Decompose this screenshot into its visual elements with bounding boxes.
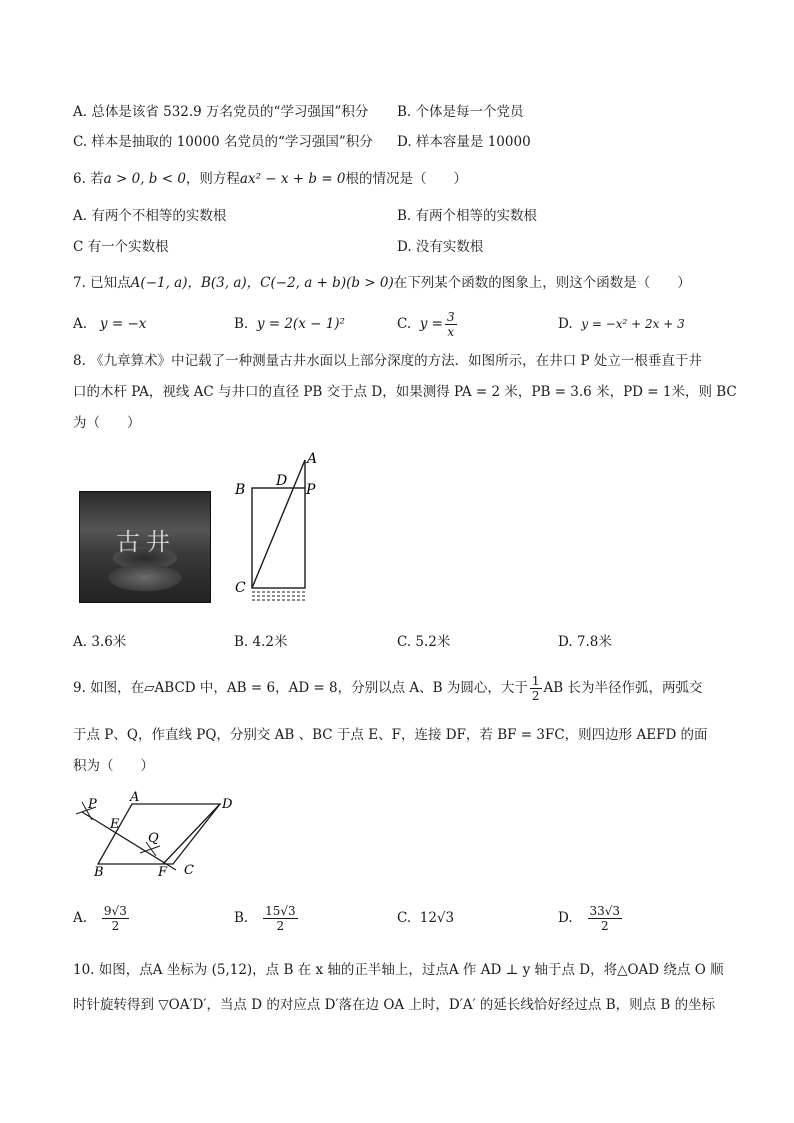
q7-points: A(−1, a)，B(3, a)，C(−2, a + b)(b > 0): [130, 275, 394, 291]
q6-stem-prefix: 6. 若: [73, 171, 104, 187]
q10-stem-line1: 10. 如图，点A 坐标为 (5,12)，点 B 在 x 轴的正半轴上，过点A 作 AD ⊥ y 轴于点 D，将△OAD 绕点 O 顺: [73, 962, 724, 978]
q10-stem-line2: 时针旋转得到 ▽OA′D′，当点 D 的对应点 D′落在边 OA 上时，D′A′ 的延长线恰好经过点 B，则点 B 的坐标: [73, 997, 716, 1013]
q6-equation: ax² − x + b = 0: [239, 171, 346, 187]
parallelogram-abcd: [98, 804, 220, 864]
q9-option-c: [397, 908, 454, 928]
q9-stem-line3: 积为（ ）: [73, 758, 154, 774]
q9-option-b-denominator: 2: [276, 918, 285, 933]
q9-option-a-label: A.: [73, 910, 88, 926]
q6-option-b: B. 有两个相等的实数根: [397, 208, 538, 224]
q8-stem-line2: 口的木杆 PA，视线 AC 与井口的直径 PB 交于点 D，如果测得 PA = 2 米，PB = 3.6 米，PD = 1米，则 BC: [73, 384, 737, 400]
q9-stem-prefix: 9. 如图，在▱ABCD 中，AB = 6，AD = 8，分别以点 A、B 为圆心，大于: [73, 680, 528, 696]
q6-condition: a > 0, b < 0: [103, 171, 186, 187]
label-c: C: [184, 863, 194, 878]
q6-stem: [73, 169, 467, 189]
q7-option-c-label: C.: [397, 316, 412, 332]
q7-option-c: [397, 308, 459, 340]
label-e: E: [110, 817, 120, 832]
q7-stem-suffix: 在下列某个函数的图象上，则这个函数是（ ）: [393, 275, 691, 291]
q6-stem-suffix: 根的情况是（ ）: [345, 171, 468, 187]
q7-option-a-expr: y = −x: [99, 316, 147, 332]
q9-option-c-value: 12√3: [419, 910, 455, 926]
label-q: Q: [148, 831, 159, 846]
q5-option-a: A. 总体是该省 532.9 万名党员的“学习强国”积分: [73, 104, 369, 120]
q5-option-c: C. 样本是抽取的 10000 名党员的“学习强国”积分: [73, 134, 373, 150]
label-p: P: [88, 797, 97, 812]
q7-option-b: [234, 314, 345, 334]
q9-option-d-numerator: 33√3: [589, 903, 621, 918]
q5-option-d: D. 样本容量是 10000: [397, 134, 531, 150]
parallelogram-diagram: [70, 790, 250, 882]
q9-option-d-fraction: [588, 904, 623, 933]
q7-option-a-label: A.: [73, 316, 88, 332]
q5-option-b: B. 个体是每一个党员: [397, 104, 524, 120]
q9-option-c-label: C.: [397, 910, 412, 926]
q9-stem-line1: [73, 672, 703, 704]
label-a: A: [307, 451, 318, 467]
q8-stem-line3: 为（ ）: [73, 415, 141, 431]
well-diagram: [225, 446, 325, 606]
q8-option-a: A. 3.6米: [73, 634, 127, 650]
q9-option-d-denominator: 2: [600, 918, 609, 933]
q8-stem-line1: 8. 《九章算术》中记载了一种测量古井水面以上部分深度的方法．如图所示，在井口 P 处立一根垂直于井: [73, 353, 702, 369]
label-b: B: [94, 865, 104, 880]
q7-option-d-expr: y = −x² + 2x + 3: [581, 317, 685, 331]
q6-option-a: A. 有两个不相等的实数根: [73, 208, 227, 224]
q7-option-b-expr: y = 2(x − 1)²: [256, 316, 345, 332]
q9-option-d-label: D.: [558, 910, 573, 926]
label-p: P: [306, 482, 316, 498]
q9-option-a: [73, 896, 131, 940]
q7-option-b-label: B.: [234, 316, 249, 332]
q9-option-a-numerator: 9√3: [103, 903, 127, 918]
q9-stem-line2: 于点 P、Q，作直线 PQ，分别交 AB 、BC 于点 E、F，连接 DF，若 BF = 3FC，则四边形 AEFD 的面: [73, 727, 708, 743]
q7-option-c-numerator: 3: [446, 309, 455, 324]
q9-option-b-fraction: [263, 904, 298, 933]
q9-option-d: [558, 896, 624, 940]
label-f: F: [158, 865, 168, 880]
q7-option-c-fraction: [445, 310, 457, 339]
q7-option-c-denominator: x: [447, 324, 455, 339]
label-d: D: [276, 473, 288, 489]
ancient-well-photo: [79, 491, 211, 603]
q9-option-a-fraction: [102, 904, 129, 933]
q8-option-b: B. 4.2米: [234, 634, 288, 650]
q7-stem-prefix: 7. 已知点: [73, 275, 131, 291]
label-b: B: [235, 482, 246, 498]
label-d: D: [222, 797, 233, 812]
line-pq: [82, 812, 176, 870]
label-a: A: [130, 790, 140, 805]
q8-option-d: D. 7.8米: [558, 634, 612, 650]
q9-stem-suffix: AB 长为半径作弧，两弧交: [543, 680, 703, 696]
well-rectangle: [252, 488, 305, 588]
q9-half-denominator: 2: [531, 688, 540, 703]
q8-option-c: C. 5.2米: [397, 634, 451, 650]
q7-option-a: [73, 314, 146, 334]
segment-df: [163, 804, 220, 864]
label-c: C: [235, 580, 246, 596]
q9-half-fraction: [530, 674, 542, 703]
q7-option-d: [558, 314, 685, 334]
q9-option-b: [234, 896, 300, 940]
q6-option-c: C 有一个实数根: [73, 239, 169, 255]
q7-option-d-label: D.: [558, 316, 573, 332]
q7-stem: [73, 273, 691, 293]
q9-option-b-label: B.: [234, 910, 249, 926]
q9-option-a-denominator: 2: [111, 918, 120, 933]
photo-caption-text: 古井: [116, 528, 176, 556]
q9-option-b-numerator: 15√3: [265, 903, 296, 918]
q9-half-numerator: 1: [531, 673, 540, 688]
q6-stem-mid: ，则方程: [185, 171, 240, 187]
q7-option-c-lhs: y =: [419, 316, 443, 332]
q6-option-d: D. 没有实数根: [397, 239, 484, 255]
